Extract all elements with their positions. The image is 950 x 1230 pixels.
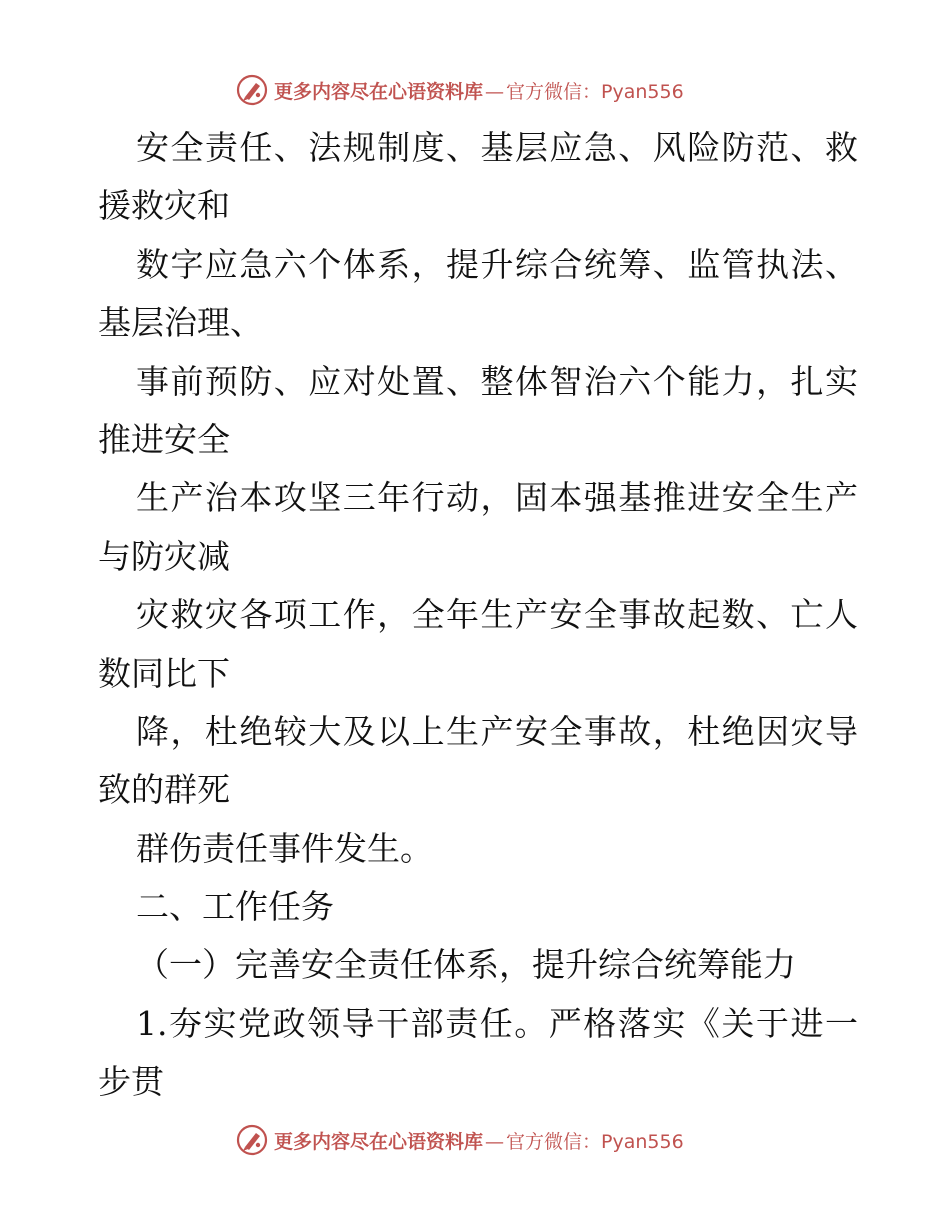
- watermark-contact-label: 官方微信：: [506, 80, 602, 103]
- watermark-text: [274, 1127, 684, 1154]
- text-line: 数同比下: [98, 653, 230, 693]
- watermark-contact-id: Pyan556: [601, 80, 684, 103]
- pen-logo-icon: [236, 74, 268, 106]
- pen-logo-icon: [236, 1124, 268, 1156]
- footer-watermark: [236, 1122, 716, 1158]
- text-line: 援救灾和: [98, 186, 230, 226]
- text-line: 1.夯实党政领导干部责任。严格落实《关于进一: [136, 1003, 858, 1043]
- watermark-contact-id: Pyan556: [601, 1130, 684, 1153]
- text-line: 降，杜绝较大及以上生产安全事故，杜绝因灾导: [136, 711, 858, 751]
- watermark-text: [274, 77, 684, 104]
- text-line: 致的群死: [98, 770, 230, 810]
- text-line: 灾救灾各项工作，全年生产安全事故起数、亡人: [136, 595, 858, 635]
- header-watermark: [236, 72, 716, 108]
- subsection-heading: （一）完善安全责任体系，提升综合统筹能力: [136, 945, 796, 985]
- text-line: 数字应急六个体系，提升综合统筹、监管执法、: [136, 244, 858, 284]
- text-line: 推进安全: [98, 419, 230, 459]
- text-line: 事前预防、应对处置、整体智治六个能力，扎实: [136, 361, 858, 401]
- watermark-brand: 更多内容尽在心语资料库: [274, 1130, 484, 1153]
- text-line: 生产治本攻坚三年行动，固本强基推进安全生产: [136, 478, 858, 518]
- watermark-contact-label: 官方微信：: [506, 1130, 602, 1153]
- section-heading: 二、工作任务: [136, 887, 334, 927]
- watermark-separator: —: [485, 1130, 505, 1153]
- body-text: [98, 119, 858, 1112]
- text-line: 基层治理、: [98, 303, 263, 343]
- watermark-separator: —: [485, 80, 505, 103]
- text-line: 安全责任、法规制度、基层应急、风险防范、救: [136, 128, 858, 167]
- text-line: 群伤责任事件发生。: [136, 828, 433, 868]
- watermark-brand: 更多内容尽在心语资料库: [274, 80, 484, 103]
- text-line: 与防灾减: [98, 536, 230, 576]
- text-line: 步贯: [98, 1062, 164, 1102]
